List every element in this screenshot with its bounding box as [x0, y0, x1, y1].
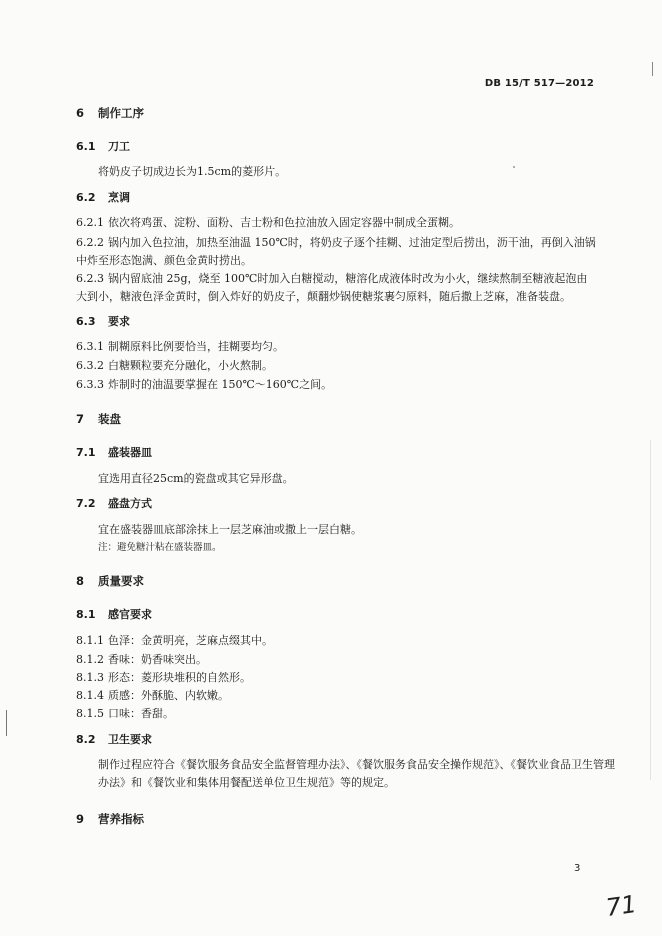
clause-text: 锅内加入色拉油，加热至油温 150℃时，将奶皮子逐个挂糊、过油定型后捞出，沥干油，再倒入油锅中炸至形态饱满、颜色金黄时捞出。 — [76, 236, 596, 267]
section-8-2-text: 制作过程应符合《餐饮服务食品安全监督管理办法》、《餐饮服务食品安全操作规范》、《餐饮业食品卫生管理办法》和《餐饮业和集体用餐配送单位卫生规范》等的规定。 — [98, 758, 615, 789]
clause-number: 6.2.2 — [76, 236, 104, 249]
section-number: 6.2 — [76, 191, 96, 204]
section-number: 6.1 — [76, 140, 96, 153]
section-8-1-heading — [76, 606, 596, 624]
clause-text: 形态：菱形块堆积的自然形。 — [108, 671, 251, 684]
section-title: 质量要求 — [98, 574, 144, 588]
section-number: 6 — [76, 106, 85, 120]
section-title: 装盘 — [98, 412, 121, 426]
clause-number: 6.2.3 — [76, 272, 104, 285]
clause-text: 锅内留底油 25g，烧至 100℃时加入白糖搅动，糖溶化成液体时改为小火，继续熬制至糖液起泡由大到小，糖液色泽金黄时，倒入炸好的奶皮子，颠翻炒锅使糖浆裹匀原料，随后撒上芝麻，准备装盘。 — [76, 272, 588, 303]
section-number: 8 — [76, 574, 85, 588]
handwritten-page-mark: 71 — [604, 890, 639, 922]
clause-8-1-1 — [76, 632, 596, 650]
clause-6-3-2 — [76, 357, 596, 375]
section-6-1-text: 将奶皮子切成边长为1.5cm的菱形片。 — [98, 165, 287, 178]
section-7-1-heading — [76, 444, 596, 462]
section-6-2-heading — [76, 189, 596, 207]
scan-edge-shadow — [650, 440, 651, 780]
clause-text: 白糖颗粒要充分融化，小火熬制。 — [108, 359, 273, 372]
scan-edge-mark — [6, 710, 7, 736]
section-title: 烹调 — [108, 191, 130, 204]
clause-6-2-1 — [76, 214, 596, 232]
clause-number: 6.3.2 — [76, 359, 104, 372]
page-number: 3 — [574, 863, 581, 874]
clause-8-1-3 — [76, 669, 596, 687]
section-title: 盛装器皿 — [108, 446, 152, 459]
scan-edge-mark — [652, 62, 653, 76]
section-number: 9 — [76, 812, 85, 826]
clause-text: 依次将鸡蛋、淀粉、面粉、吉士粉和色拉油放入固定容器中制成全蛋糊。 — [108, 216, 460, 229]
clause-text: 口味：香甜。 — [108, 707, 174, 720]
clause-text: 炸制时的油温要掌握在 150℃～160℃之间。 — [108, 378, 333, 391]
section-title: 刀工 — [108, 140, 130, 153]
section-7-heading — [76, 410, 596, 428]
section-number: 8.1 — [76, 608, 96, 621]
section-title: 要求 — [108, 315, 130, 328]
clause-8-1-5 — [76, 705, 596, 723]
clause-number: 8.1.5 — [76, 707, 104, 720]
section-6-1-heading — [76, 138, 596, 156]
section-8-2-heading — [76, 731, 596, 749]
section-8-heading — [76, 572, 596, 590]
clause-number: 6.3.1 — [76, 340, 104, 353]
clause-8-1-4 — [76, 687, 596, 705]
section-title: 卫生要求 — [108, 733, 152, 746]
clause-6-2-2 — [76, 234, 596, 270]
clause-number: 8.1.2 — [76, 653, 104, 666]
section-number: 8.2 — [76, 733, 96, 746]
section-title: 盛盘方式 — [108, 497, 152, 510]
section-title: 制作工序 — [98, 106, 144, 120]
clause-text: 制糊原料比例要恰当，挂糊要均匀。 — [108, 340, 284, 353]
clause-text: 色泽：金黄明亮，芝麻点缀其中。 — [108, 634, 273, 647]
section-7-2-heading — [76, 495, 596, 513]
section-title: 感官要求 — [108, 608, 152, 621]
clause-text: 香味：奶香味突出。 — [108, 653, 207, 666]
clause-number: 6.2.1 — [76, 216, 104, 229]
clause-6-3-1 — [76, 338, 596, 356]
section-6-3-heading — [76, 313, 596, 331]
section-6-heading — [76, 104, 596, 122]
clause-8-1-2 — [76, 651, 596, 669]
clause-text: 质感：外酥脆、内软嫩。 — [108, 689, 229, 702]
section-9-heading — [76, 810, 596, 828]
section-number: 6.3 — [76, 315, 96, 328]
section-7-2-note: 注：避免糖汁粘在盛装器皿。 — [98, 542, 222, 553]
section-number: 7.1 — [76, 446, 96, 459]
section-number: 7 — [76, 412, 85, 426]
clause-6-2-3 — [76, 270, 596, 306]
section-7-2-text: 宜在盛装器皿底部涂抹上一层芝麻油或撒上一层白糖。 — [98, 523, 362, 536]
clause-6-3-3 — [76, 376, 596, 394]
clause-number: 8.1.3 — [76, 671, 104, 684]
section-7-1-text: 宜选用直径25cm的瓷盘或其它异形盘。 — [98, 472, 294, 485]
clause-number: 8.1.1 — [76, 634, 104, 647]
clause-number: 8.1.4 — [76, 689, 104, 702]
section-title: 营养指标 — [98, 812, 144, 826]
section-number: 7.2 — [76, 497, 96, 510]
standard-number: DB 15/T 517—2012 — [484, 78, 594, 89]
scan-speck — [513, 166, 515, 168]
clause-number: 6.3.3 — [76, 378, 104, 391]
